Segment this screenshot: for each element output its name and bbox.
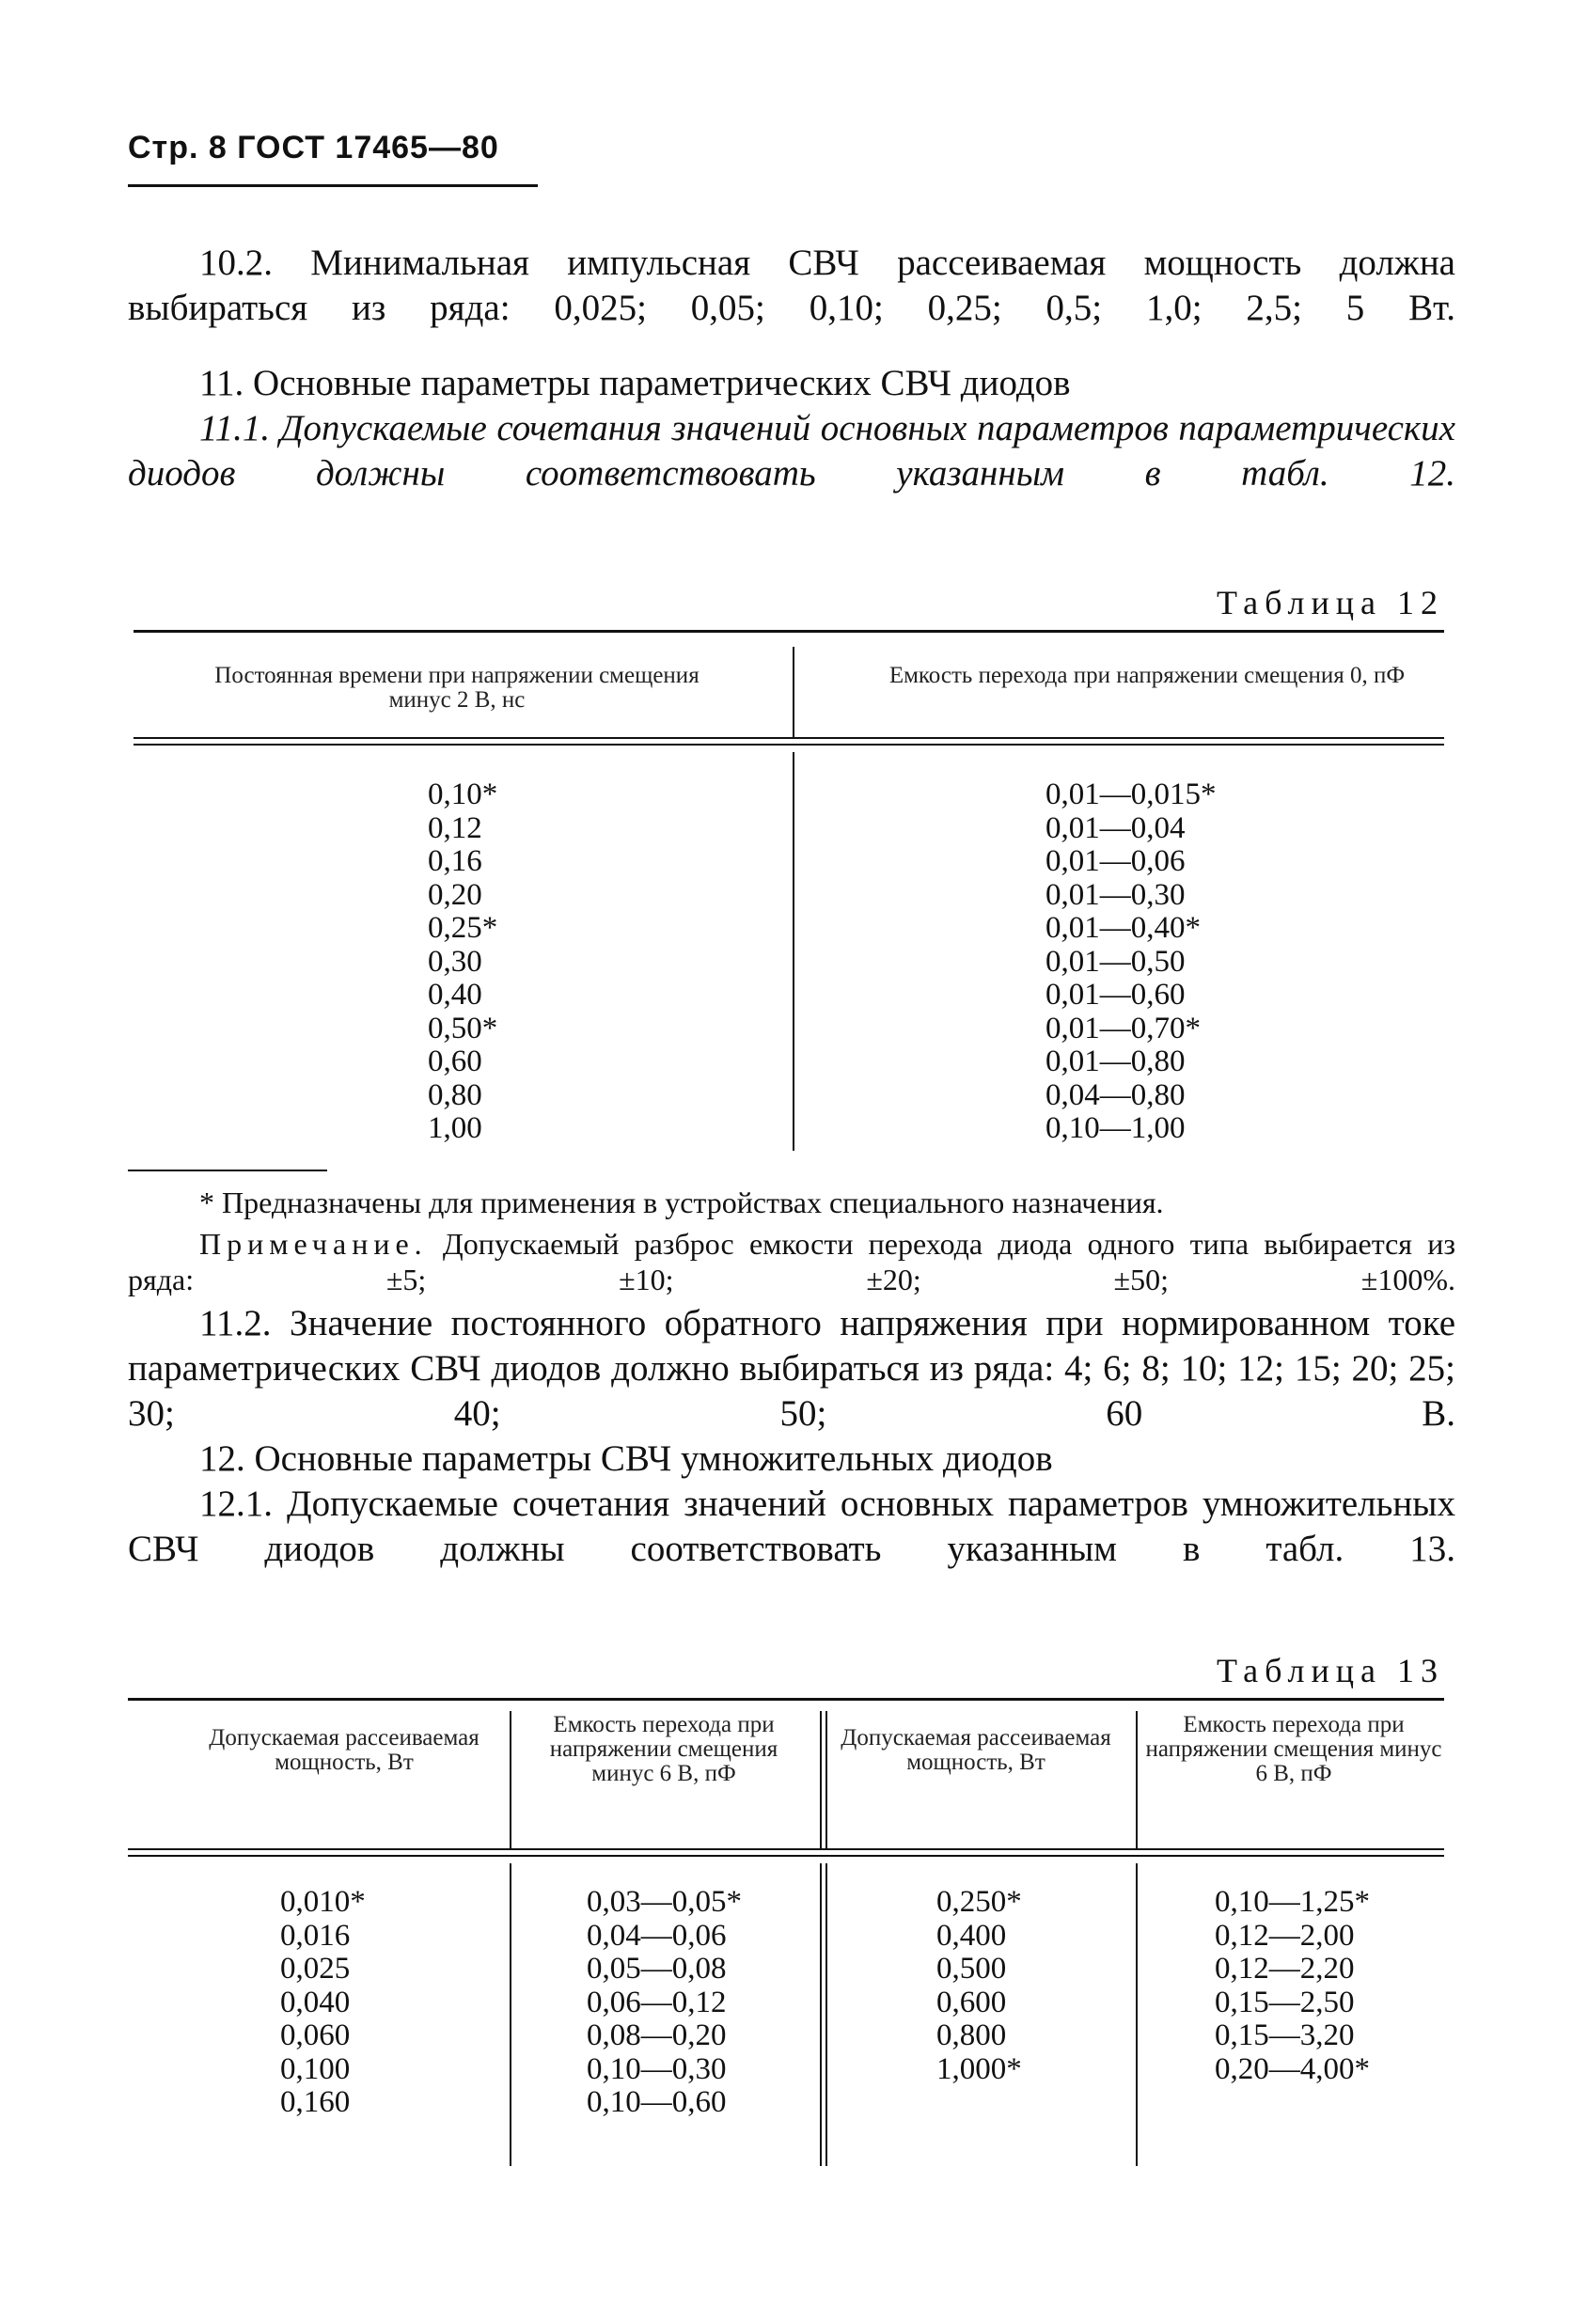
table12-header-rule-1: [134, 737, 1444, 739]
table12-cell-time-constant: 0,50*: [428, 1011, 498, 1045]
table13-header-rule-2: [128, 1855, 1444, 1857]
table13-cell-capacitance: 0,20—4,00*: [1215, 2051, 1370, 2086]
table13-cell-power: 0,250*: [936, 1885, 1022, 1919]
table12-col1: [428, 778, 497, 1146]
table13-cell-capacitance: 0,12—2,00: [1215, 1918, 1355, 1953]
note-text: Допускаемый разброс емкости перехода диода одного типа выбирается из ряда: ±5; ±10; ±20; ±50; ±100%.: [128, 1227, 1455, 1296]
table13-cell-capacitance: 0,06—0,12: [587, 1985, 727, 2019]
paragraph-10-2: 10.2. Минимальная импульсная СВЧ рассеиваемая мощность должна выбираться из ряда: 0,025; 0,05; 0,10; 0,25; 0,5; 1,0; 2,5; 5 Вт.: [128, 243, 1455, 328]
table13-cell-capacitance: 0,10—0,60: [587, 2085, 727, 2119]
table13-title: Таблица 13: [1217, 1652, 1444, 1689]
table13-header-rule-1: [128, 1848, 1444, 1850]
table12-cell-time-constant: 0,80: [428, 1077, 482, 1112]
table13-cell-capacitance: 0,10—1,25*: [1215, 1885, 1370, 1919]
table13-col3: [936, 1886, 1022, 2086]
table13-cell-power: 0,060: [280, 2018, 351, 2052]
table13-cell-capacitance: 0,10—0,30: [587, 2051, 727, 2086]
table12-cell-time-constant: 0,60: [428, 1044, 482, 1078]
footnote-note: [128, 1226, 1455, 1297]
table13-cell-power: 0,016: [280, 1918, 351, 1953]
table12-cell-time-constant: 0,16: [428, 844, 482, 878]
table12-cell-capacitance: 0,04—0,80: [1045, 1077, 1186, 1112]
table12-cell-capacitance: 0,01—0,60: [1045, 978, 1186, 1012]
table13-header-col1: Допускаемая рассеиваемая мощность, Вт: [209, 1725, 479, 1775]
table13-header-col3: Допускаемая рассеиваемая мощность, Вт: [841, 1725, 1111, 1775]
table13-divider-1-header: [510, 1711, 511, 1848]
table12-cell-capacitance: 0,01—0,015*: [1045, 777, 1217, 811]
table12-cell-capacitance: 0,01—0,70*: [1045, 1011, 1201, 1045]
table12-cell-time-constant: 1,00: [428, 1111, 482, 1145]
table12-divider-body: [793, 752, 794, 1151]
table12-header-col2: Емкость перехода при напряжении смещения 0, пФ: [888, 663, 1406, 688]
table12-top-rule: [134, 630, 1444, 633]
table13-cell-capacitance: 0,08—0,20: [587, 2018, 727, 2052]
table13-cell-capacitance: 0,05—0,08: [587, 1952, 727, 1986]
table13-cell-capacitance: 0,03—0,05*: [587, 1885, 742, 1919]
table13-divider-2a-header: [820, 1711, 822, 1848]
table12-cell-capacitance: 0,01—0,04: [1045, 810, 1186, 845]
table12-cell-capacitance: 0,01—0,40*: [1045, 911, 1201, 945]
table13-divider-1-body: [510, 1863, 511, 2166]
paragraph-12: 12. Основные параметры СВЧ умножительных диодов: [199, 1438, 1053, 1479]
table12-cell-time-constant: 0,30: [428, 944, 482, 979]
table13-col2: [587, 1886, 742, 2120]
table13-divider-2b-header: [825, 1711, 827, 1848]
paragraph-12-1: 12.1. Допускаемые сочетания значений основных параметров умножительных СВЧ диодов должны соответствовать указанным в табл. 13.: [128, 1484, 1455, 1569]
table13-col1: [280, 1886, 366, 2120]
table13-cell-capacitance: 0,15—3,20: [1215, 2018, 1355, 2052]
table12-cell-time-constant: 0,10*: [428, 777, 498, 811]
table12-title: Таблица 12: [1217, 584, 1444, 621]
table13-cell-power: 0,160: [280, 2085, 351, 2119]
table12-cell-capacitance: 0,01—0,30: [1045, 877, 1186, 912]
table13-cell-power: 0,800: [936, 2018, 1007, 2052]
table12-cell-capacitance: 0,10—1,00: [1045, 1111, 1186, 1145]
table13-cell-power: 1,000*: [936, 2051, 1022, 2086]
table12-cell-time-constant: 0,12: [428, 810, 482, 845]
paragraph-11-2: 11.2. Значение постоянного обратного напряжения при нормированном токе параметрических СВЧ диодов должно выбираться из ряда: 4; 6; 8; 10; 12; 15; 20; 25; 30; 40; 50; 60 В.: [128, 1303, 1455, 1434]
table13-cell-power: 0,040: [280, 1985, 351, 2019]
table13-cell-power: 0,600: [936, 1985, 1007, 2019]
page-header: Стр. 8 ГОСТ 17465—80: [128, 130, 499, 165]
table13-divider-2b-body: [825, 1863, 827, 2166]
paragraph-11-1: 11.1. Допускаемые сочетания значений основных параметров параметрических диодов должны соответствовать указанным в табл. 12.: [128, 408, 1455, 494]
table12-cell-capacitance: 0,01—0,06: [1045, 844, 1186, 878]
table12-divider-header: [793, 647, 794, 737]
table12-header-col1: Постоянная времени при напряжении смещения минус 2 В, нс: [214, 663, 700, 713]
table12-header-rule-2: [134, 744, 1444, 746]
table13-cell-capacitance: 0,12—2,20: [1215, 1952, 1355, 1986]
footnote-rule: [128, 1170, 327, 1171]
table12-cell-time-constant: 0,40: [428, 978, 482, 1012]
table13-col4: [1215, 1886, 1370, 2086]
footnote-star: * Предназначены для применения в устройствах специального назначения.: [199, 1186, 1164, 1219]
table13-cell-power: 0,025: [280, 1952, 351, 1986]
note-label: Примечание.: [199, 1227, 428, 1261]
table13-divider-3-body: [1136, 1863, 1138, 2166]
table13-cell-capacitance: 0,04—0,06: [587, 1918, 727, 1953]
header-rule: [128, 184, 538, 187]
table13-header-col2: Емкость перехода при напряжении смещения минус 6 В, пФ: [549, 1712, 778, 1786]
table13-cell-power: 0,500: [936, 1952, 1007, 1986]
table13-cell-capacitance: 0,15—2,50: [1215, 1985, 1355, 2019]
table13-cell-power: 0,100: [280, 2051, 351, 2086]
table12-cell-time-constant: 0,25*: [428, 911, 498, 945]
paragraph-11: 11. Основные параметры параметрических СВЧ диодов: [199, 363, 1071, 403]
table12-cell-time-constant: 0,20: [428, 877, 482, 912]
table13-cell-power: 0,400: [936, 1918, 1007, 1953]
table13-cell-power: 0,010*: [280, 1885, 366, 1919]
table12-cell-capacitance: 0,01—0,50: [1045, 944, 1186, 979]
table13-divider-2a-body: [820, 1863, 822, 2166]
table12-cell-capacitance: 0,01—0,80: [1045, 1044, 1186, 1078]
table13-header-col4: Емкость перехода при напряжении смещения минус 6 В, пФ: [1145, 1712, 1442, 1786]
table13-top-rule: [128, 1698, 1444, 1701]
table13-divider-3-header: [1136, 1711, 1138, 1848]
table12-col2: [1045, 778, 1217, 1146]
